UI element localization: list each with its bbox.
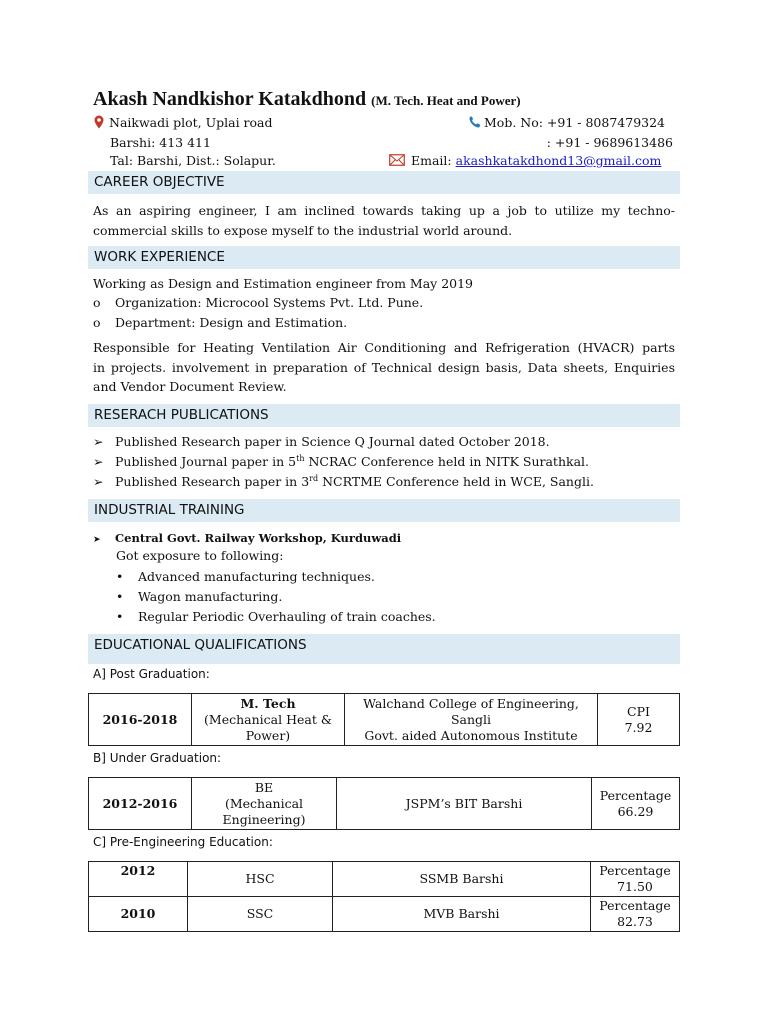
dot-bullet-icon: •: [116, 569, 124, 584]
exam-cell: HSC: [188, 862, 333, 897]
under-graduation-table: [88, 777, 680, 830]
publication-item-1: ➢ Published Research paper in Science Q Journal dated October 2018.: [93, 434, 550, 449]
circle-bullet-icon: o: [93, 315, 101, 330]
training-place: ➤ Central Govt. Railway Workshop, Kurduwadi: [93, 530, 401, 548]
arrow-bullet-icon: ➢: [93, 454, 104, 469]
section-title: EDUCATIONAL QUALIFICATIONS: [94, 637, 307, 653]
career-line-2: commercial skills to expose myself to the industrial world around.: [93, 222, 513, 238]
section-research-publications: [88, 404, 680, 427]
section-work-experience: [88, 246, 680, 269]
location-pin-icon: [93, 115, 105, 129]
publication-item-2: ➢ Published Journal paper in 5th NCRAC Conference held in NITK Surathkal.: [93, 453, 589, 469]
email-link[interactable]: akashkatakdhond13@gmail.com: [455, 153, 662, 168]
section-educational-qualifications: [88, 634, 680, 664]
table-row: [89, 778, 680, 830]
email-label: Email:: [411, 153, 452, 168]
resp-line-1: Responsible for Heating Ventilation Air Conditioning and Refrigeration (HVACR) parts: [93, 340, 675, 355]
year-cell: 2010: [89, 897, 188, 932]
pre-engineering-table: [88, 861, 680, 932]
mail-icon: [389, 154, 405, 166]
arrow-bullet-icon: ➢: [93, 434, 104, 449]
training-item-3: • Regular Periodic Overhauling of train coaches.: [116, 609, 436, 624]
mobile-line-2: : +91 - 9689613486: [546, 135, 673, 150]
exam-cell: SSC: [188, 897, 333, 932]
dot-bullet-icon: •: [116, 609, 124, 624]
qualification-text: (M. Tech. Heat and Power): [371, 93, 521, 108]
section-title: RESERACH PUBLICATIONS: [94, 407, 269, 423]
institute-cell: MVB Barshi: [333, 897, 591, 932]
degree-cell: M. Tech (Mechanical Heat & Power): [192, 694, 345, 746]
institute-cell: JSPM’s BIT Barshi: [337, 778, 592, 830]
table-row: [89, 897, 680, 932]
under-graduation-label: B] Under Graduation:: [93, 751, 222, 765]
year-cell: 2016-2018: [89, 694, 192, 746]
score-cell: Percentage 82.73: [591, 897, 680, 932]
work-item-organization: o Organization: Microcool Systems Pvt. Ltd. Pune.: [93, 295, 424, 310]
dot-bullet-icon: •: [116, 589, 124, 604]
section-career-objective: [88, 171, 680, 194]
institute-cell: SSMB Barshi: [333, 862, 591, 897]
table-row: [89, 694, 680, 746]
degree-cell: BE (Mechanical Engineering): [192, 778, 337, 830]
mobile-line-1: Mob. No: +91 - 8087479324: [468, 115, 673, 131]
address-line-3: Tal: Barshi, Dist.: Solapur.: [110, 153, 276, 168]
post-graduation-table: [88, 693, 680, 746]
institute-cell: Walchand College of Engineering, Sangli Govt. aided Autonomous Institute: [345, 694, 598, 746]
post-graduation-label: A] Post Graduation:: [93, 667, 210, 681]
score-cell: Percentage 66.29: [592, 778, 680, 830]
circle-bullet-icon: o: [93, 295, 101, 310]
training-intro: Got exposure to following:: [116, 548, 284, 563]
year-cell: 2012-2016: [89, 778, 192, 830]
arrow-bullet-icon: ➢: [93, 474, 104, 489]
publication-item-3: ➢ Published Research paper in 3rd NCRTME Conference held in WCE, Sangli.: [93, 473, 594, 489]
training-item-2: • Wagon manufacturing.: [116, 589, 283, 604]
section-title: INDUSTRIAL TRAINING: [94, 502, 245, 518]
resp-line-2: in projects. involvement in preparation of Technical design basis, Data sheets, Enquiries: [93, 359, 675, 375]
career-line-1: As an aspiring engineer, I am inclined towards taking up a job to utilize my techno-: [93, 203, 675, 218]
candidate-name: [93, 88, 521, 111]
section-title: CAREER OBJECTIVE: [94, 174, 225, 190]
score-cell: CPI 7.92: [598, 694, 680, 746]
score-cell: Percentage 71.50: [591, 862, 680, 897]
phone-icon: [468, 115, 482, 129]
work-intro: Working as Design and Estimation engineer from May 2019: [93, 276, 474, 291]
year-cell: 2012: [89, 862, 188, 897]
table-row: [89, 862, 680, 897]
work-responsibility-text: [93, 338, 675, 397]
arrow-bullet-icon: ➤: [93, 535, 101, 545]
address-line-1: Naikwadi plot, Uplai road: [93, 115, 273, 131]
email-line: [389, 153, 661, 169]
work-item-department: o Department: Design and Estimation.: [93, 315, 348, 330]
address-line-2: Barshi: 413 411: [110, 135, 211, 150]
career-objective-text: [93, 201, 675, 240]
pre-engineering-label: C] Pre-Engineering Education:: [93, 835, 273, 849]
section-title: WORK EXPERIENCE: [94, 249, 225, 265]
resp-line-3: and Vendor Document Review.: [93, 379, 287, 394]
name-text: Akash Nandkishor Katakdhond: [93, 88, 367, 110]
section-industrial-training: [88, 499, 680, 522]
training-item-1: • Advanced manufacturing techniques.: [116, 569, 375, 584]
